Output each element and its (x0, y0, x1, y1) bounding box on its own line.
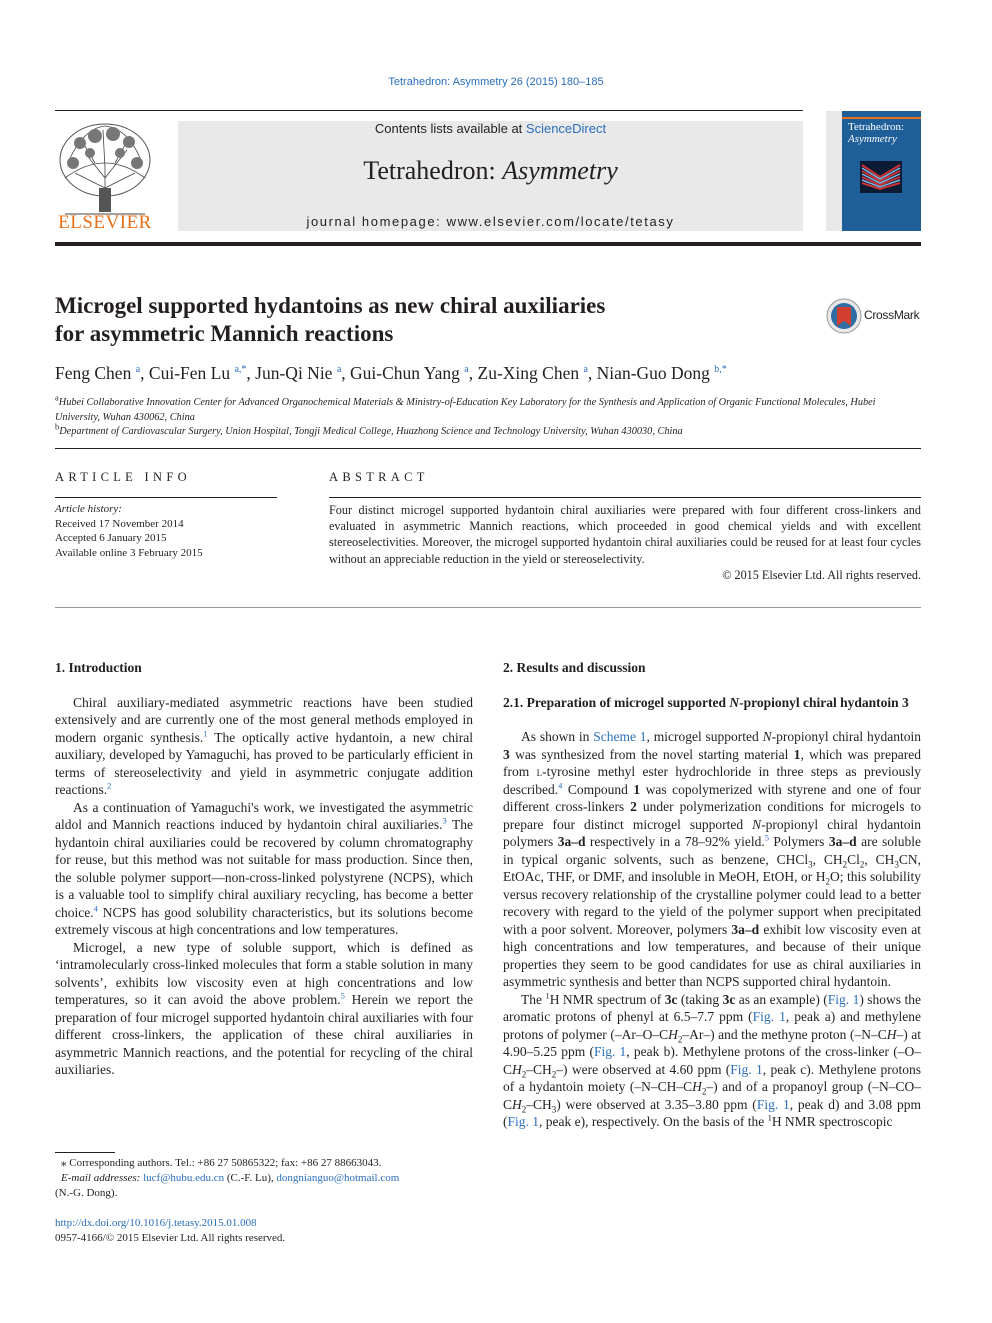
elsevier-logo[interactable] (55, 118, 155, 236)
corresponding-footnote (55, 1156, 473, 1201)
crossmark-icon (826, 298, 862, 334)
journal-homepage[interactable]: journal homepage: www.elsevier.com/locate/tetasy (306, 214, 675, 229)
ref-link[interactable]: 4 (558, 780, 563, 790)
email-link[interactable]: lucf@hubu.edu.cn (143, 1172, 225, 1184)
email-owner: (N.-G. Dong). (55, 1187, 118, 1199)
intro-paragraph-1: Chiral auxiliary-mediated asymmetric reactions have been studied extensively and are currently one of the most general methods employed in modern organic synthesis.$^1$ The optically active hydantoin, a new chiral auxiliary, developed by Yamaguchi, has proved to be particularly efficient in terms of stereoselectivity and yield in asymmetric conjugate addition reactions.$^2$ (55, 694, 473, 797)
ref-link[interactable]: 3 (442, 815, 447, 826)
abstract-bottom-rule (55, 607, 921, 608)
journal-reference[interactable]: Tetrahedron: Asymmetry 26 (2015) 180–185 (388, 76, 604, 88)
abstract-copyright: © 2015 Elsevier Ltd. All rights reserved. (722, 567, 921, 582)
email-note: E-mail addresses: lucf@hubu.edu.cn (C.-F. Lu), dongnianguo@hotmail.com (61, 1172, 400, 1184)
figure-link[interactable]: Fig. 1 (507, 1114, 540, 1129)
cover-graphic (834, 151, 914, 216)
article-history (55, 502, 277, 560)
ref-link[interactable]: 5 (764, 832, 769, 843)
ref-link[interactable]: 2 (107, 780, 112, 791)
elsevier-wordmark: ELSEVIER (58, 212, 152, 233)
corresponding-note: ⁎ Corresponding authors. Tel.: +86 27 50865322; fax: +86 27 88663043. (61, 1157, 382, 1169)
author: Feng Chen $^a$ (55, 363, 141, 383)
journal-cover-image[interactable] (826, 111, 921, 231)
figure-link[interactable]: Fig. 1 (752, 1009, 786, 1024)
online-date: Available online 3 February 2015 (55, 546, 203, 559)
issn-line: 0957-4166/© 2015 Elsevier Ltd. All rights reserved. (55, 1232, 286, 1244)
abstract-body (329, 502, 921, 583)
affiliation-b: $^b$Department of Cardiovascular Surgery, Union Hospital, Tongji Medical College, Huazhong Science and Technology University, Wuhan 430030, China (55, 421, 683, 437)
author: Gui-Chun Yang $^a$ (350, 363, 469, 383)
article-title: Microgel supported hydantoins as new chiral auxiliaries for asymmetric Mannich reactions (55, 293, 606, 346)
author: Zu-Xing Chen $^a$ (477, 363, 588, 383)
doi-block (55, 1216, 285, 1246)
results-paragraph-2: The $^1$H NMR spectrum of 3c (taking 3c as an example) (Fig. 1) shows the aromatic protons of phenyl at 6.5–7.7 ppm (Fig. 1, peak a) and methylene protons of polymer $(-Ar-O-CH_2-Ar-)$ and the methyne proton (–N–CH–) at 4.90–5.25 ppm (Fig. 1, peak b). Methylene protons of the cross-linker $(-O-CH_2-CH_2-)$ were observed at 4.60 ppm (Fig. 1, peak c). Methylene protons of a hydantoin moiety $(-N-CH-CH_2-)$ and of a propanoyl group $(-N-CO-CH_2-CH_3)$ were observed at 3.35–3.80 ppm (Fig. 1, peak d) and 3.08 ppm (Fig. 1, peak e), respectively. On the basis of the $^1$H NMR spectroscopic (503, 990, 922, 1129)
email-link[interactable]: dongnianguo@hotmail.com (276, 1172, 400, 1184)
figure-link[interactable]: Fig. 1 (593, 1044, 627, 1059)
journal-title: Tetrahedron: Asymmetry (363, 156, 618, 185)
cover-title: Tetrahedron: Asymmetry (848, 121, 905, 145)
ref-link[interactable]: 4 (93, 903, 98, 913)
accepted-date: Accepted 6 January 2015 (55, 532, 167, 544)
received-date: Received 17 November 2014 (55, 517, 184, 530)
history-label: Article history: (55, 503, 122, 515)
author-list: Feng Chen $^a$, Cui-Fen Lu $^{a,*}$, Jun-Qi Nie $^a$, Gui-Chun Yang $^a$, Zu-Xing Chen $^a$, Nian-Guo Dong $^{b,*}$ (55, 363, 727, 383)
header-rule (55, 242, 921, 246)
intro-paragraph-2: As a continuation of Yamaguchi's work, we investigated the asymmetric aldol and Mannich reactions induced by hydantoin chiral auxiliaries.$^3$ The hydantoin chiral auxiliaries could be recovered by column chromatography for reuse, but this method was not suitable for mass production. Since then, the soluble polymer support—non-cross-linked polystyrene (NCPS), which is a valuable tool to simplify chiral auxiliary recycling, has become a better choice.$^4$ NCPS has good solubility characteristics, but its solutions become extremely viscous at high concentrations and low temperatures. (55, 799, 473, 937)
top-rule (55, 110, 803, 111)
left-column (55, 659, 473, 1079)
abstract-heading: ABSTRACT (329, 470, 429, 484)
article-info-rule (55, 497, 277, 498)
affiliation-a: $^a$Hubei Collaborative Innovation Center for Advanced Organochemical Materials & Ministry-of-Education Key Laboratory for the Synthesis and Application of Organic Functional Molecules, Hubei University, Wuhan 430062, China (55, 392, 876, 423)
subsection-heading: 2.1. Preparation of microgel supported N-propionyl chiral hydantoin 3 (503, 694, 909, 710)
figure-link[interactable]: Fig. 1 (730, 1061, 763, 1077)
figure-link[interactable]: Fig. 1 (827, 991, 860, 1007)
results-paragraph-1: As shown in Scheme 1, microgel supported N-propionyl chiral hydantoin 3 was synthesized from the novel starting material 1, which was prepared from l-tyrosine methyl ester hydrochloride in three steps as previously described.$^4$ Compound 1 was copolymerized with styrene and one of four different cross-linkers 2 under polymerization conditions for microgels to prepare four distinct microgel supported N-propionyl chiral hydantoin polymers 3a–d respectively in a 78–92% yield.$^5$ Polymers 3a–d are soluble in typical organic solvents, such as benzene, CHCl$_3$, $CH_2Cl_2$, $CH_3CN$, EtOAc, THF, or DMF, and insoluble in MeOH, EtOH, or $H_2O$; this solubility versus recovery relationship of the crystalline polymer could lead to a better recovery with regard to the yield of the polymer support when precipitated with a poor solvent. Moreover, polymers 3a–d exhibit low viscosity even at high concentrations and low temperatures, and because of their unique properties they seem to be good candidates for use as chiral auxiliaries in asymmetric synthesis and better than NCPS supported chiral hydantoin. (503, 729, 921, 989)
scheme-link[interactable]: Scheme 1 (593, 729, 647, 744)
affiliations (55, 392, 921, 440)
intro-paragraph-3: Microgel, a new type of soluble support, which is defined as ‘intramolecularly cross-linked molecules that form a stable solution in many solvents’, exhibits low viscosity even at high concentrations and low temperatures, so it can avoid the above problem.$^5$ Herein we report the preparation of four microgel supported hydantoin chiral auxiliaries with four different cross-linkers, the application of these chiral auxiliaries in asymmetric Mannich reactions, and the potential for recycling of the chiral auxiliaries. (55, 939, 473, 1077)
article-info-heading: ARTICLE INFO (55, 470, 191, 484)
ref-link[interactable]: 5 (340, 990, 345, 1001)
sciencedirect-link[interactable]: ScienceDirect (525, 121, 607, 136)
results-heading: 2. Results and discussion (503, 660, 646, 675)
right-column (503, 659, 921, 1131)
author: Jun-Qi Nie $^a$ (255, 363, 342, 383)
ref-link[interactable]: 1 (203, 728, 208, 738)
abstract-text: Four distinct microgel supported hydantoin chiral auxiliaries were prepared with four different cross-linkers and evaluated in asymmetric Mannich reactions, which proceeded in good chemical yields and with excellent stereoselectivities. Moreover, the microgel supported hydantoin chiral auxiliaries could be reused for at least four cycles without an appreciable reduction in the yield or stereoselectivity. (329, 503, 921, 566)
author: Cui-Fen Lu $^{a,*}$ (148, 363, 247, 383)
abstract-rule (329, 497, 921, 498)
section-rule (55, 448, 921, 449)
doi-link[interactable]: http://dx.doi.org/10.1016/j.tetasy.2015.01.008 (55, 1217, 257, 1229)
intro-heading: 1. Introduction (55, 660, 142, 675)
author: Nian-Guo Dong $^{b,*}$ (596, 363, 727, 383)
figure-link[interactable]: Fig. 1 (756, 1096, 790, 1112)
footnote-rule (55, 1152, 115, 1153)
contents-line: Contents lists available at ScienceDirect (374, 121, 607, 136)
crossmark-badge[interactable]: CrossMark (826, 298, 936, 334)
